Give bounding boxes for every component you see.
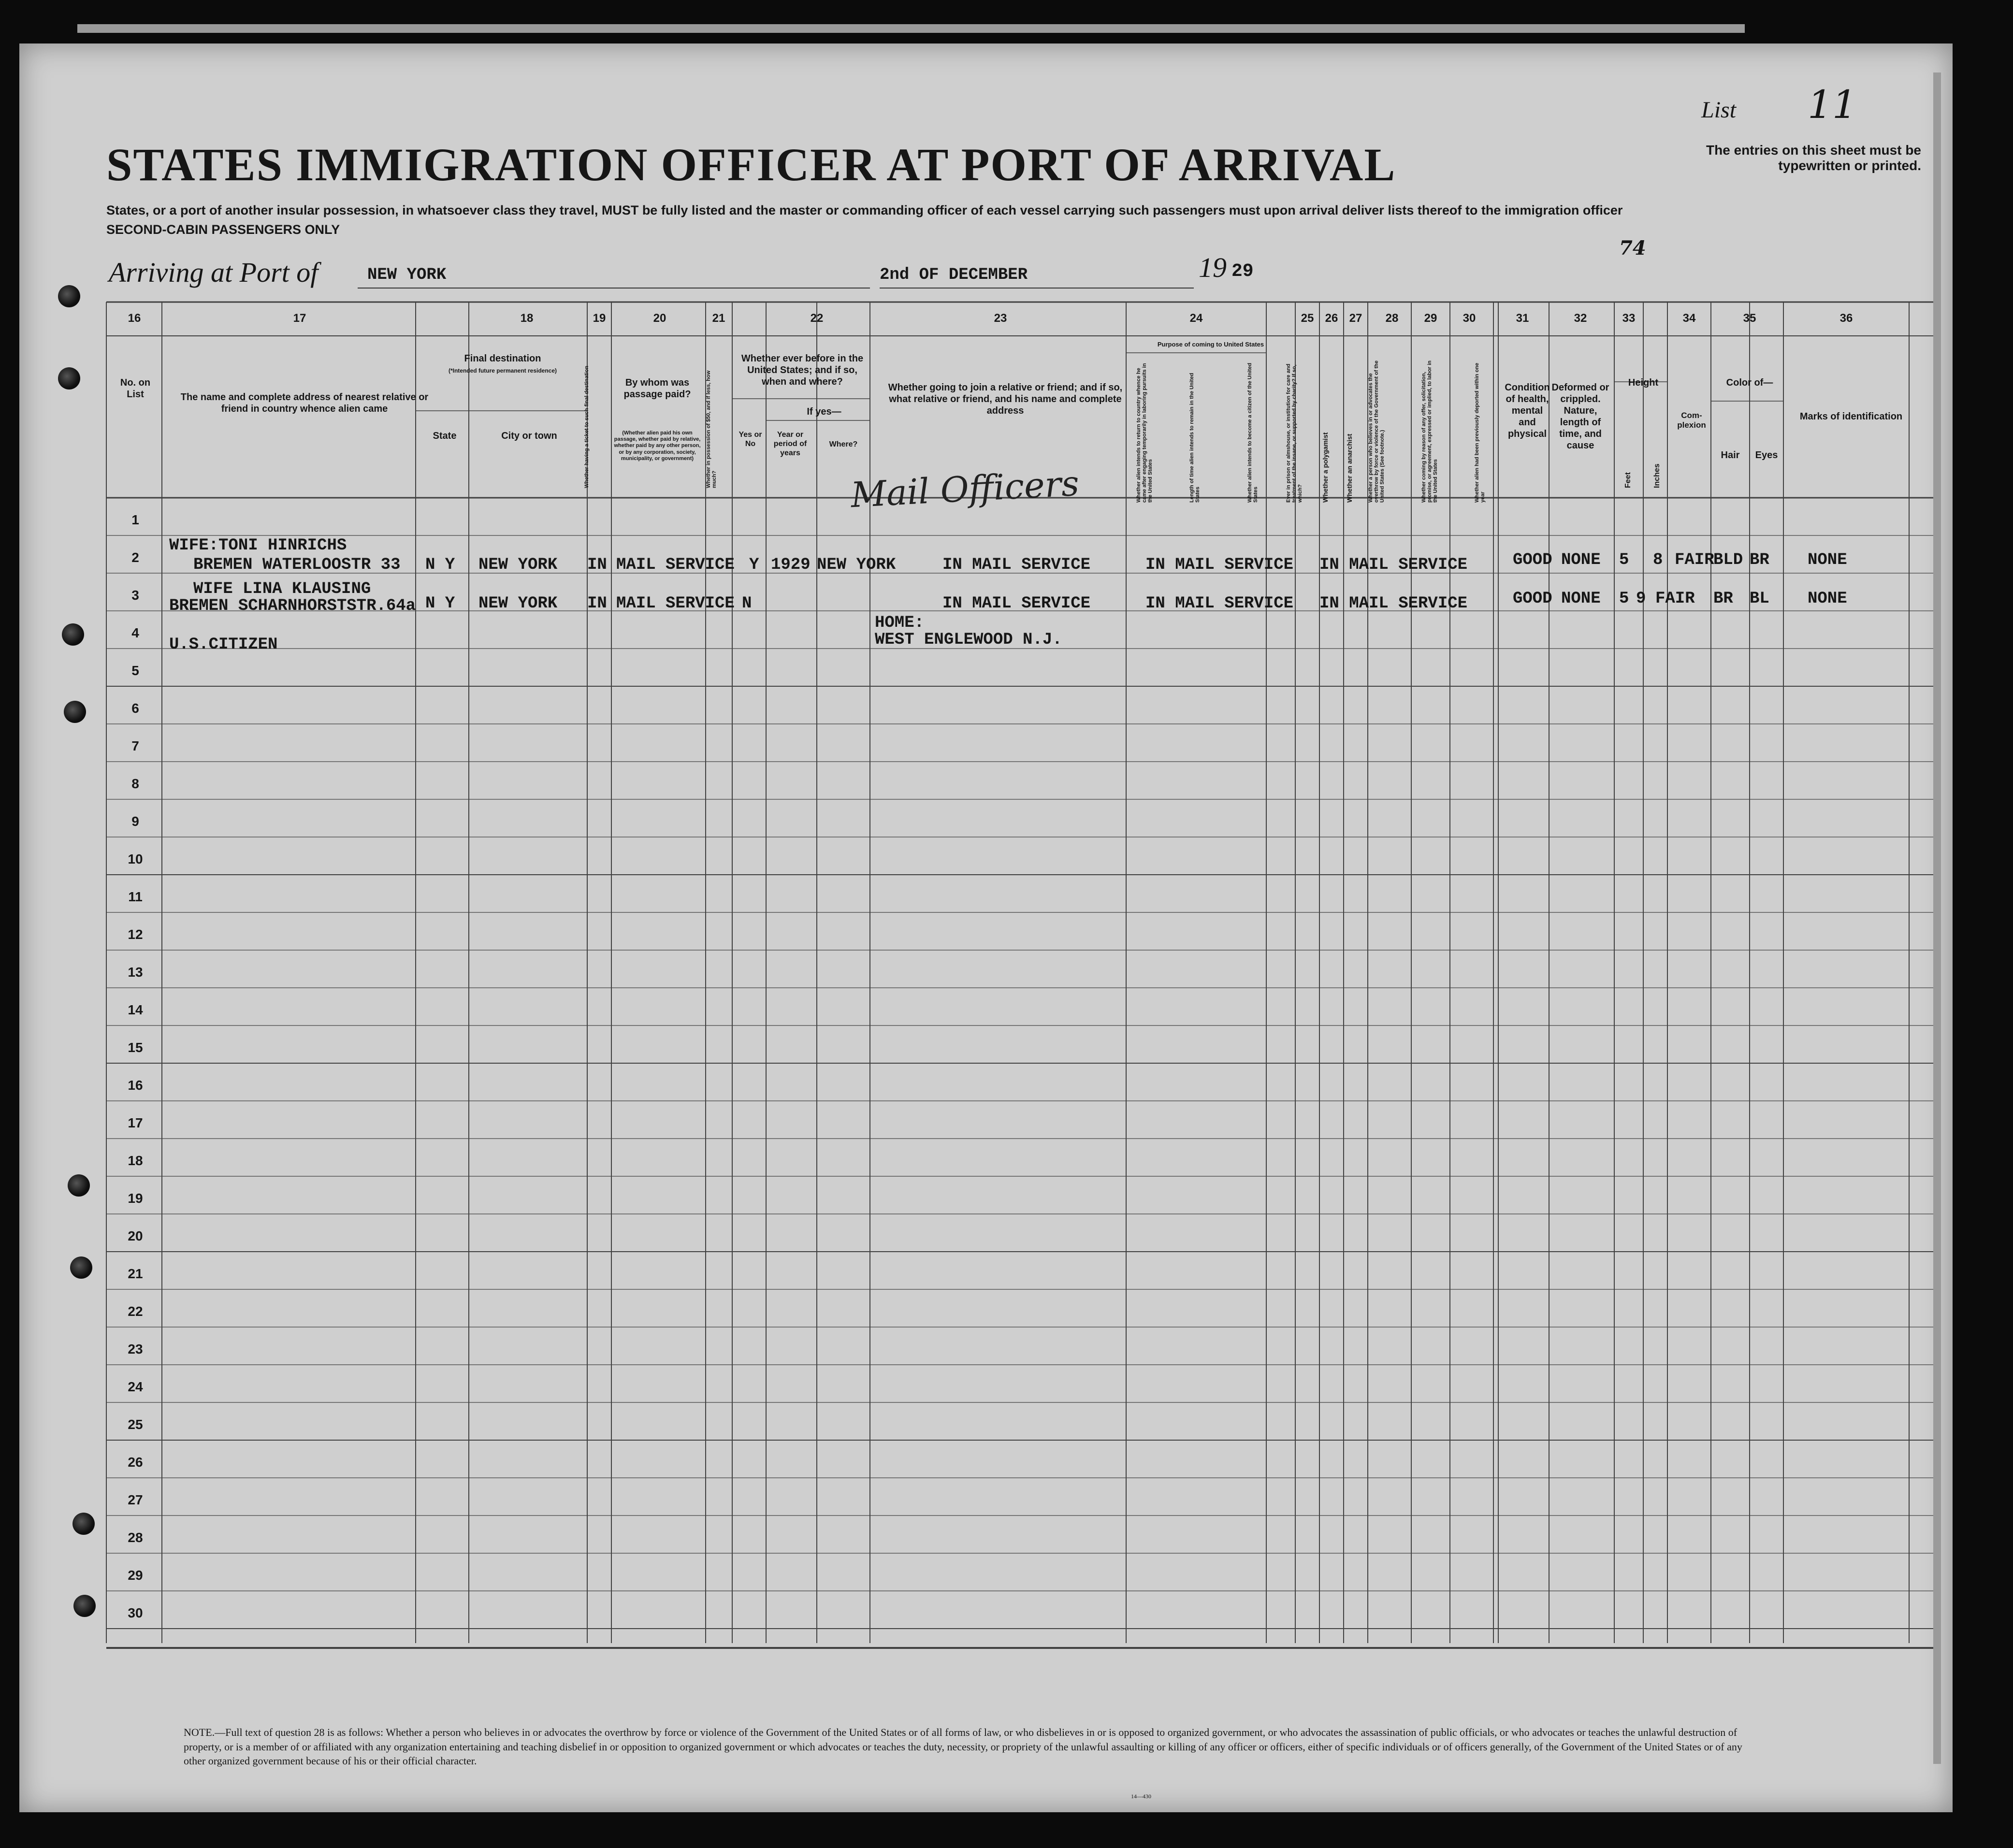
header-final-destination: Final destination	[464, 353, 541, 364]
row-number: 1	[131, 512, 139, 527]
margin-number: 74	[1619, 237, 1646, 260]
row1-eyes: BR	[1750, 551, 1769, 569]
row1-before-year: 1929	[771, 556, 811, 574]
row3-joining-line1: HOME:	[875, 614, 925, 632]
row-number: 9	[131, 814, 139, 829]
header-eyes: Eyes	[1755, 450, 1778, 461]
row2-relative-line1: WIFE LINA KLAUSING	[193, 580, 371, 598]
column-number: 18	[520, 312, 534, 325]
header-complexion: Com-plexion	[1677, 411, 1706, 430]
row2-inches: 9	[1636, 590, 1646, 608]
row1-hair: BLD	[1713, 551, 1743, 569]
row2-marks: NONE	[1808, 590, 1847, 608]
row-number: 4	[131, 625, 139, 640]
row-number: 16	[128, 1078, 143, 1093]
row3-relative-line2: U.S.CITIZEN	[169, 635, 278, 654]
header-passage: By whom was passage paid?	[623, 377, 691, 400]
form-number: 14—430	[1131, 1793, 1151, 1800]
subtitle: States, or a port of another insular possession, in whatsoever class they travel, MUST be fully listed and the master or commanding officer of each vessel carrying such passengers must upon arrival deliver lists thereof to the immigration officer	[106, 203, 1623, 217]
column-number: 30	[1463, 312, 1476, 325]
row-number: 27	[128, 1492, 143, 1507]
row-number: 18	[128, 1153, 143, 1168]
port-value: NEW YORK	[367, 266, 447, 284]
row1-before-yn: Y	[749, 556, 759, 574]
row2-state: N Y	[425, 594, 455, 613]
row1-inches: 8	[1653, 551, 1663, 569]
header-before: Whether ever before in the United States; and if so, when and where?	[741, 353, 864, 387]
header-passage-note: (Whether alien paid his own passage, whether paid by relative, whether paid by any other person, or by any corporation, society, municipality, or government)	[614, 430, 701, 462]
row1-before-where: NEW YORK	[817, 556, 896, 574]
binder-hole	[58, 367, 80, 390]
header-height: Height	[1628, 377, 1659, 388]
row-number: 15	[128, 1040, 143, 1055]
arriving-label: Arriving at Port of	[109, 257, 319, 288]
header-deformed: Deformed or crippled. Nature, length of time, and cause	[1551, 382, 1609, 451]
row2-passage: MAIL SERVICE	[616, 594, 735, 613]
column-number: 23	[994, 312, 1007, 325]
row1-ticket: IN	[587, 556, 607, 574]
binder-hole	[68, 1174, 90, 1197]
row1-deformed: NONE	[1561, 551, 1601, 569]
column-number: 17	[293, 312, 306, 325]
row-number: 6	[131, 701, 139, 716]
year-prefix: 19	[1199, 252, 1227, 283]
row2-deformed: NONE	[1561, 590, 1601, 608]
row1-marks: NONE	[1808, 551, 1847, 569]
list-number: 11	[1808, 82, 1857, 127]
header-anarchist: Whether an anarchist	[1346, 433, 1353, 503]
row2-ticket: IN	[587, 594, 607, 613]
row-number: 3	[131, 588, 139, 603]
row2-health: GOOD	[1513, 590, 1552, 608]
row2-before-yn: N	[742, 594, 752, 613]
header-color-of: Color of—	[1726, 377, 1773, 388]
row-number: 19	[128, 1191, 143, 1206]
row3-joining-line2: WEST ENGLEWOOD N.J.	[875, 631, 1062, 649]
row1-state: N Y	[425, 556, 455, 574]
row-number: 8	[131, 776, 139, 791]
header-prison: Ever in prison or almshouse, or institution for care and treatment of the insane, or supported by charity? If so, which?	[1286, 363, 1303, 503]
list-label: List	[1701, 97, 1737, 123]
row-number: 30	[128, 1605, 143, 1620]
header-feet: Feet	[1624, 472, 1632, 488]
row-number: 22	[128, 1304, 143, 1319]
column-number: 32	[1574, 312, 1587, 325]
paper-edge	[77, 24, 1745, 33]
column-number: 29	[1424, 312, 1437, 325]
handwritten-annotation: Mail Officers	[850, 462, 1080, 516]
header-purpose-a: Whether alien intends to return to country whence he came after engaging temporarily in laboring pursuits in the United States	[1136, 363, 1154, 503]
row-number: 20	[128, 1228, 143, 1243]
header-q29: Whether coming by reason of any offer, solicitation, promise, or agreement, expressed or implied, to labor in the United States	[1421, 360, 1439, 503]
row-number: 2	[131, 550, 139, 565]
row-number: 12	[128, 927, 143, 942]
column-number: 33	[1622, 312, 1636, 325]
header-money: Whether in possession of $50, and if less, how much?	[706, 370, 718, 488]
header-purpose-c: Whether alien intends to become a citizen of the United States	[1247, 362, 1259, 503]
row2-relative-line2: BREMEN SCHARNHORSTSTR.64a	[169, 597, 416, 615]
column-number: 31	[1516, 312, 1529, 325]
column-number: 22	[810, 312, 824, 325]
header-polygamist: Whether a polygamist	[1321, 432, 1329, 503]
row2-purpose: IN MAIL SERVICE	[1145, 594, 1294, 613]
row1-relative-line2: BREMEN WATERLOOSTR 33	[193, 556, 401, 574]
row2-joining: IN MAIL SERVICE	[942, 594, 1091, 613]
column-number: 24	[1189, 312, 1203, 325]
column-number: 20	[653, 312, 666, 325]
header-relative: The name and complete address of nearest relative or friend in country whence alien came	[180, 392, 429, 414]
column-number: 25	[1301, 312, 1314, 325]
row-number: 26	[128, 1455, 143, 1470]
class-line: SECOND-CABIN PASSENGERS ONLY	[106, 222, 340, 237]
header-health: Condition of health, mental and physical	[1505, 382, 1550, 439]
row2-eyes: BL	[1750, 590, 1769, 608]
row1-city: NEW YORK	[478, 556, 558, 574]
row-number: 13	[128, 965, 143, 980]
row1-health: GOOD	[1513, 551, 1552, 569]
row-number: 17	[128, 1115, 143, 1130]
row1-q27: IN MAIL SERVICE	[1319, 556, 1468, 574]
date-value: 2nd OF DECEMBER	[880, 266, 1028, 284]
header-q28: Whether a person who believes in or advocates the overthrow by force or violence of the Government of the United States (See footnote.)	[1368, 361, 1386, 503]
row-number: 24	[128, 1379, 143, 1394]
column-number: 26	[1325, 312, 1338, 325]
header-inches: Inches	[1653, 463, 1661, 488]
row-number: 25	[128, 1417, 143, 1432]
row1-purpose: IN MAIL SERVICE	[1145, 556, 1294, 574]
column-number: 27	[1349, 312, 1362, 325]
header-ticket: Whether having a ticket to such final destination	[584, 365, 590, 488]
manifest-sheet	[19, 43, 1953, 1812]
column-number: 19	[593, 312, 606, 325]
binder-hole	[64, 701, 86, 723]
row-number: 14	[128, 1002, 143, 1017]
binder-hole	[72, 1513, 95, 1535]
header-purpose-b: Length of time alien intends to remain in the United States	[1189, 373, 1201, 503]
row2-complexion: FAIR	[1655, 590, 1695, 608]
row2-hair: BR	[1713, 590, 1733, 608]
row-number: 21	[128, 1266, 143, 1281]
page-title: STATES IMMIGRATION OFFICER AT PORT OF ARRIVAL	[106, 139, 1396, 190]
column-number: 16	[128, 312, 141, 325]
header-q30: Whether alien had been previously deported within one year	[1474, 362, 1486, 503]
column-number: 21	[712, 312, 725, 325]
row1-relative-line1: WIFE:TONI HINRICHS	[169, 536, 347, 555]
header-yes-no: Yes or No	[739, 431, 762, 448]
row2-q27: IN MAIL SERVICE	[1319, 594, 1468, 613]
row-number: 11	[128, 889, 143, 904]
header-if-yes: If yes—	[807, 406, 841, 417]
column-number: 28	[1385, 312, 1399, 325]
row1-joining: IN MAIL SERVICE	[942, 556, 1091, 574]
row2-city: NEW YORK	[478, 594, 558, 613]
header-hair: Hair	[1721, 450, 1740, 461]
form-grid	[19, 43, 1953, 1812]
header-purpose: Purpose of coming to United States	[1157, 341, 1264, 348]
row-number: 23	[128, 1342, 143, 1357]
row2-feet: 5	[1619, 590, 1629, 608]
header-where: Where?	[829, 440, 858, 448]
row-number: 29	[128, 1568, 143, 1583]
row-number: 7	[131, 738, 139, 753]
row-number: 5	[131, 663, 139, 678]
row1-feet: 5	[1619, 551, 1629, 569]
header-state: State	[433, 431, 457, 441]
footnote: NOTE.—Full text of question 28 is as follows: Whether a person who believes in or advocates the overthrow by force or violence of the Government of the United States or of all forms of law, or who disbelieves in or is opposed to organized government, or who advocates the assassination of public officials, or who advocates or teaches the unlawful destruction of property, or is a member of or affiliated with any organization entertaining and teaching disbelief in or opposition to organized government or which advocates or teaches the duty, necessity, or propriety of the unlawful assaulting or killing of any officer or officers, either of specific individuals or of officers generally, of the Government of the United States or of any other organized government because of his or their official character.	[184, 1726, 1742, 1767]
header-city: City or town	[501, 431, 557, 441]
column-number: 36	[1839, 312, 1853, 325]
header-final-destination-note: (*Intended future permanent residence)	[448, 367, 557, 374]
header-joining: Whether going to join a relative or friend; and if so, what relative or friend, and his name and complete address	[888, 382, 1123, 416]
row-number: 28	[128, 1530, 143, 1545]
year-suffix: 29	[1231, 261, 1254, 282]
header-no-on-list: No. on List	[120, 377, 151, 400]
header-marks: Marks of identification	[1799, 411, 1903, 422]
header-year-period: Year or period of years	[773, 431, 807, 458]
row1-complexion: FAIR	[1675, 551, 1714, 569]
binder-hole	[73, 1595, 96, 1617]
binder-hole	[70, 1256, 92, 1279]
column-number: 34	[1682, 312, 1696, 325]
row-number: 10	[128, 852, 143, 866]
binder-hole	[62, 623, 84, 646]
binder-hole	[58, 285, 80, 307]
row1-passage: MAIL SERVICE	[616, 556, 735, 574]
entries-note: The entries on this sheet must be typewritten or printed.	[1706, 143, 1921, 173]
column-number: 35	[1743, 312, 1756, 325]
